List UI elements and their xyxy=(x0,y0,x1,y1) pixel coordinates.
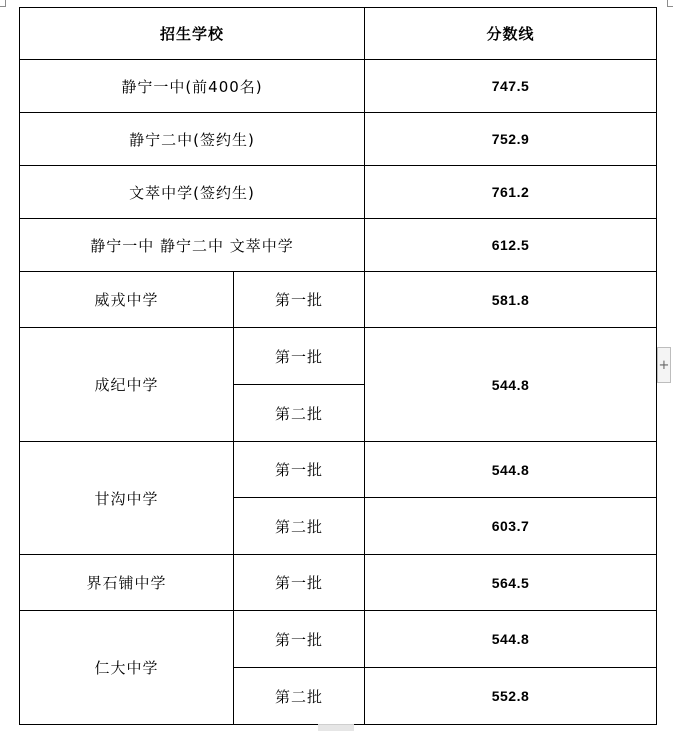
batch-cell: 第一批 xyxy=(274,291,323,309)
batch-cell: 第一批 xyxy=(274,347,323,366)
corner-mark xyxy=(667,6,673,7)
school-cell: 静宁二中(签约生) xyxy=(129,130,255,149)
corner-mark xyxy=(0,6,6,7)
batch-cell: 第二批 xyxy=(274,404,323,423)
score-cell: 761.2 xyxy=(491,184,530,200)
score-cell: 752.9 xyxy=(491,131,530,147)
school-cell: 界石铺中学 xyxy=(86,574,167,592)
score-cell: 603.7 xyxy=(491,518,530,534)
score-cell: 544.8 xyxy=(491,376,530,393)
score-cell: 747.5 xyxy=(491,78,530,94)
school-cell: 静宁一中 静宁二中 文萃中学 xyxy=(90,236,294,255)
school-cell: 成纪中学 xyxy=(94,376,159,394)
header-school: 招生学校 xyxy=(159,25,224,43)
school-cell: 仁大中学 xyxy=(94,659,159,677)
score-cell: 544.8 xyxy=(491,461,530,478)
batch-cell: 第一批 xyxy=(274,574,323,592)
batch-cell: 第二批 xyxy=(274,517,323,536)
school-cell: 甘沟中学 xyxy=(94,489,159,508)
batch-cell: 第二批 xyxy=(274,687,323,706)
batch-cell: 第一批 xyxy=(274,461,323,479)
score-cell: 612.5 xyxy=(491,237,530,253)
school-cell: 文萃中学(签约生) xyxy=(129,183,255,202)
score-cell: 564.5 xyxy=(491,574,530,591)
score-cell: 544.8 xyxy=(491,631,530,647)
school-cell: 威戎中学 xyxy=(94,291,159,309)
plus-icon[interactable]: + xyxy=(657,347,671,383)
score-cell: 552.8 xyxy=(491,688,530,704)
header-score: 分数线 xyxy=(486,25,535,43)
batch-cell: 第一批 xyxy=(274,630,323,649)
school-cell: 静宁一中(前400名) xyxy=(121,77,263,96)
score-cell: 581.8 xyxy=(491,291,530,308)
